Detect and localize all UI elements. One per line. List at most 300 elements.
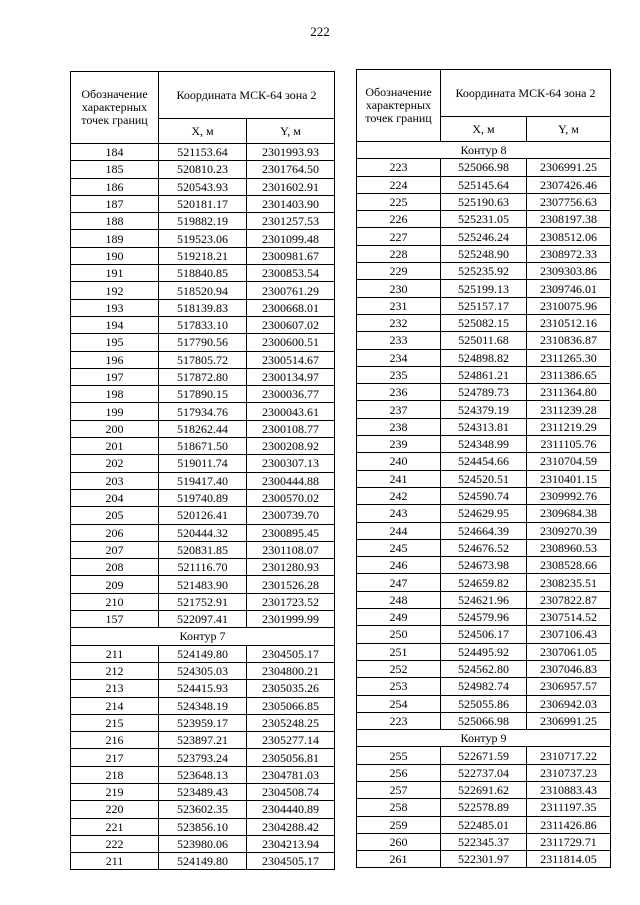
y-coordinate-cell: 2304505.17 xyxy=(247,645,335,662)
point-id-cell: 210 xyxy=(71,593,159,610)
point-id-cell: 211 xyxy=(71,645,159,662)
x-coordinate-cell: 522301.97 xyxy=(441,851,527,868)
table-row xyxy=(71,334,335,351)
x-coordinate-cell: 525145.64 xyxy=(441,176,527,193)
x-coordinate-cell: 524305.03 xyxy=(159,662,247,679)
point-id-cell: 260 xyxy=(357,833,441,850)
table-body-left xyxy=(71,144,335,870)
point-id-cell: 253 xyxy=(357,678,441,695)
table-row xyxy=(357,643,611,660)
table-row xyxy=(71,818,335,835)
y-coordinate-cell: 2310075.96 xyxy=(527,297,611,314)
point-id-cell: 195 xyxy=(71,334,159,351)
header-y-label: Y, м xyxy=(527,117,611,142)
section-title: Контур 8 xyxy=(357,142,611,159)
coordinates-table-left xyxy=(70,71,335,870)
table-row xyxy=(71,732,335,749)
table-row xyxy=(357,539,611,556)
table-row xyxy=(357,159,611,176)
y-coordinate-cell: 2305035.26 xyxy=(247,680,335,697)
x-coordinate-cell: 521116.70 xyxy=(159,559,247,576)
x-coordinate-cell: 525055.86 xyxy=(441,695,527,712)
x-coordinate-cell: 520831.85 xyxy=(159,541,247,558)
y-coordinate-cell: 2310512.16 xyxy=(527,314,611,331)
table-row xyxy=(71,420,335,437)
point-id-cell: 258 xyxy=(357,799,441,816)
header-coord-label: Координата МСК-64 зона 2 xyxy=(159,72,335,119)
y-coordinate-cell: 2300514.67 xyxy=(247,351,335,368)
x-coordinate-cell: 525235.92 xyxy=(441,263,527,280)
table-row xyxy=(357,574,611,591)
x-coordinate-cell: 523959.17 xyxy=(159,714,247,731)
x-coordinate-cell: 517805.72 xyxy=(159,351,247,368)
y-coordinate-cell: 2311814.05 xyxy=(527,851,611,868)
header-point-label: Обозначение характерных точек границ xyxy=(357,70,441,142)
table-row xyxy=(357,314,611,331)
x-coordinate-cell: 524629.95 xyxy=(441,505,527,522)
table-row xyxy=(357,280,611,297)
table-row xyxy=(71,213,335,230)
y-coordinate-cell: 2301764.50 xyxy=(247,161,335,178)
x-coordinate-cell: 520543.93 xyxy=(159,178,247,195)
point-id-cell: 240 xyxy=(357,453,441,470)
y-coordinate-cell: 2301403.90 xyxy=(247,195,335,212)
point-id-cell: 186 xyxy=(71,178,159,195)
point-id-cell: 209 xyxy=(71,576,159,593)
point-id-cell: 250 xyxy=(357,626,441,643)
point-id-cell: 157 xyxy=(71,611,159,628)
point-id-cell: 259 xyxy=(357,816,441,833)
x-coordinate-cell: 524495.92 xyxy=(441,643,527,660)
table-row xyxy=(357,384,611,401)
point-id-cell: 222 xyxy=(71,835,159,852)
table-row xyxy=(357,245,611,262)
x-coordinate-cell: 524659.82 xyxy=(441,574,527,591)
y-coordinate-cell: 2310704.59 xyxy=(527,453,611,470)
x-coordinate-cell: 523897.21 xyxy=(159,732,247,749)
point-id-cell: 206 xyxy=(71,524,159,541)
y-coordinate-cell: 2301723.52 xyxy=(247,593,335,610)
y-coordinate-cell: 2311105.76 xyxy=(527,436,611,453)
x-coordinate-cell: 522097.41 xyxy=(159,611,247,628)
x-coordinate-cell: 525011.68 xyxy=(441,332,527,349)
y-coordinate-cell: 2310717.22 xyxy=(527,747,611,764)
y-coordinate-cell: 2307061.05 xyxy=(527,643,611,660)
x-coordinate-cell: 520181.17 xyxy=(159,195,247,212)
y-coordinate-cell: 2308512.06 xyxy=(527,228,611,245)
y-coordinate-cell: 2311239.28 xyxy=(527,401,611,418)
x-coordinate-cell: 524789.73 xyxy=(441,384,527,401)
point-id-cell: 204 xyxy=(71,489,159,506)
table-row xyxy=(357,833,611,850)
table-row xyxy=(71,714,335,731)
y-coordinate-cell: 2304781.03 xyxy=(247,766,335,783)
x-coordinate-cell: 525231.05 xyxy=(441,211,527,228)
table-row xyxy=(357,349,611,366)
y-coordinate-cell: 2311265.30 xyxy=(527,349,611,366)
x-coordinate-cell: 525066.98 xyxy=(441,712,527,729)
table-row xyxy=(71,282,335,299)
point-id-cell: 235 xyxy=(357,366,441,383)
y-coordinate-cell: 2307822.87 xyxy=(527,591,611,608)
y-coordinate-cell: 2300895.45 xyxy=(247,524,335,541)
x-coordinate-cell: 524621.96 xyxy=(441,591,527,608)
x-coordinate-cell: 524676.52 xyxy=(441,539,527,556)
table-row xyxy=(71,368,335,385)
y-coordinate-cell: 2304288.42 xyxy=(247,818,335,835)
x-coordinate-cell: 524861.21 xyxy=(441,366,527,383)
y-coordinate-cell: 2311197.35 xyxy=(527,799,611,816)
point-id-cell: 228 xyxy=(357,245,441,262)
x-coordinate-cell: 522485.01 xyxy=(441,816,527,833)
y-coordinate-cell: 2304213.94 xyxy=(247,835,335,852)
point-id-cell: 202 xyxy=(71,455,159,472)
y-coordinate-cell: 2308235.51 xyxy=(527,574,611,591)
x-coordinate-cell: 525246.24 xyxy=(441,228,527,245)
y-coordinate-cell: 2310737.23 xyxy=(527,764,611,781)
x-coordinate-cell: 525199.13 xyxy=(441,280,527,297)
x-coordinate-cell: 524520.51 xyxy=(441,470,527,487)
y-coordinate-cell: 2300761.29 xyxy=(247,282,335,299)
table-row xyxy=(357,228,611,245)
point-id-cell: 261 xyxy=(357,851,441,868)
x-coordinate-cell: 517934.76 xyxy=(159,403,247,420)
point-id-cell: 198 xyxy=(71,386,159,403)
table-row xyxy=(357,591,611,608)
y-coordinate-cell: 2300570.02 xyxy=(247,489,335,506)
point-id-cell: 187 xyxy=(71,195,159,212)
x-coordinate-cell: 517833.10 xyxy=(159,316,247,333)
y-coordinate-cell: 2308197.38 xyxy=(527,211,611,228)
y-coordinate-cell: 2305056.81 xyxy=(247,749,335,766)
point-id-cell: 217 xyxy=(71,749,159,766)
x-coordinate-cell: 524579.96 xyxy=(441,609,527,626)
y-coordinate-cell: 2304505.17 xyxy=(247,853,335,870)
x-coordinate-cell: 519417.40 xyxy=(159,472,247,489)
table-row xyxy=(357,401,611,418)
point-id-cell: 223 xyxy=(357,159,441,176)
table-row xyxy=(71,611,335,628)
y-coordinate-cell: 2301999.99 xyxy=(247,611,335,628)
x-coordinate-cell: 523489.43 xyxy=(159,783,247,800)
header-x-label: X, м xyxy=(159,119,247,144)
table-row xyxy=(71,161,335,178)
y-coordinate-cell: 2300739.70 xyxy=(247,507,335,524)
y-coordinate-cell: 2301099.48 xyxy=(247,230,335,247)
x-coordinate-cell: 524313.81 xyxy=(441,418,527,435)
point-id-cell: 193 xyxy=(71,299,159,316)
table-row xyxy=(357,418,611,435)
x-coordinate-cell: 523980.06 xyxy=(159,835,247,852)
table-row xyxy=(71,559,335,576)
y-coordinate-cell: 2300134.97 xyxy=(247,368,335,385)
y-coordinate-cell: 2301257.53 xyxy=(247,213,335,230)
y-coordinate-cell: 2300208.92 xyxy=(247,438,335,455)
table-row xyxy=(357,695,611,712)
table-row xyxy=(71,455,335,472)
x-coordinate-cell: 522578.89 xyxy=(441,799,527,816)
table-row xyxy=(357,522,611,539)
table-row xyxy=(357,799,611,816)
point-id-cell: 227 xyxy=(357,228,441,245)
y-coordinate-cell: 2300668.01 xyxy=(247,299,335,316)
section-row xyxy=(357,142,611,159)
table-row xyxy=(71,438,335,455)
y-coordinate-cell: 2300600.51 xyxy=(247,334,335,351)
y-coordinate-cell: 2301993.93 xyxy=(247,144,335,161)
point-id-cell: 216 xyxy=(71,732,159,749)
table-row xyxy=(71,195,335,212)
point-id-cell: 242 xyxy=(357,487,441,504)
x-coordinate-cell: 517890.15 xyxy=(159,386,247,403)
y-coordinate-cell: 2311364.80 xyxy=(527,384,611,401)
x-coordinate-cell: 519218.21 xyxy=(159,247,247,264)
section-title: Контур 7 xyxy=(71,628,335,645)
x-coordinate-cell: 524454.66 xyxy=(441,453,527,470)
point-id-cell: 225 xyxy=(357,193,441,210)
y-coordinate-cell: 2307426.46 xyxy=(527,176,611,193)
x-coordinate-cell: 524590.74 xyxy=(441,487,527,504)
point-id-cell: 184 xyxy=(71,144,159,161)
y-coordinate-cell: 2300607.02 xyxy=(247,316,335,333)
x-coordinate-cell: 525248.90 xyxy=(441,245,527,262)
point-id-cell: 230 xyxy=(357,280,441,297)
x-coordinate-cell: 522345.37 xyxy=(441,833,527,850)
point-id-cell: 218 xyxy=(71,766,159,783)
point-id-cell: 215 xyxy=(71,714,159,731)
table-row xyxy=(71,783,335,800)
table-row xyxy=(357,366,611,383)
table-row xyxy=(357,712,611,729)
point-id-cell: 233 xyxy=(357,332,441,349)
y-coordinate-cell: 2309992.76 xyxy=(527,487,611,504)
y-coordinate-cell: 2306942.03 xyxy=(527,695,611,712)
x-coordinate-cell: 520126.41 xyxy=(159,507,247,524)
point-id-cell: 185 xyxy=(71,161,159,178)
table-row xyxy=(71,230,335,247)
table-row xyxy=(71,507,335,524)
y-coordinate-cell: 2300036.77 xyxy=(247,386,335,403)
y-coordinate-cell: 2311386.65 xyxy=(527,366,611,383)
table-row xyxy=(71,472,335,489)
point-id-cell: 239 xyxy=(357,436,441,453)
x-coordinate-cell: 520810.23 xyxy=(159,161,247,178)
header-x-label: X, м xyxy=(441,117,527,142)
section-row xyxy=(357,730,611,747)
point-id-cell: 244 xyxy=(357,522,441,539)
point-id-cell: 203 xyxy=(71,472,159,489)
y-coordinate-cell: 2307756.63 xyxy=(527,193,611,210)
x-coordinate-cell: 517872.80 xyxy=(159,368,247,385)
point-id-cell: 189 xyxy=(71,230,159,247)
y-coordinate-cell: 2300853.54 xyxy=(247,265,335,282)
x-coordinate-cell: 519523.06 xyxy=(159,230,247,247)
table-row xyxy=(71,766,335,783)
x-coordinate-cell: 525082.15 xyxy=(441,314,527,331)
point-id-cell: 199 xyxy=(71,403,159,420)
table-row xyxy=(357,557,611,574)
x-coordinate-cell: 519882.19 xyxy=(159,213,247,230)
y-coordinate-cell: 2306991.25 xyxy=(527,712,611,729)
table-row xyxy=(71,524,335,541)
point-id-cell: 245 xyxy=(357,539,441,556)
table-row xyxy=(71,489,335,506)
y-coordinate-cell: 2309746.01 xyxy=(527,280,611,297)
table-row xyxy=(357,453,611,470)
table-row xyxy=(357,487,611,504)
y-coordinate-cell: 2301280.93 xyxy=(247,559,335,576)
table-row xyxy=(71,386,335,403)
point-id-cell: 200 xyxy=(71,420,159,437)
y-coordinate-cell: 2309270.39 xyxy=(527,522,611,539)
point-id-cell: 194 xyxy=(71,316,159,333)
point-id-cell: 226 xyxy=(357,211,441,228)
x-coordinate-cell: 525190.63 xyxy=(441,193,527,210)
x-coordinate-cell: 523648.13 xyxy=(159,766,247,783)
x-coordinate-cell: 520444.32 xyxy=(159,524,247,541)
x-coordinate-cell: 519011.74 xyxy=(159,455,247,472)
table-row xyxy=(357,436,611,453)
x-coordinate-cell: 523793.24 xyxy=(159,749,247,766)
table-row xyxy=(357,297,611,314)
point-id-cell: 232 xyxy=(357,314,441,331)
point-id-cell: 249 xyxy=(357,609,441,626)
table-row xyxy=(71,403,335,420)
table-row xyxy=(357,470,611,487)
table-row xyxy=(71,541,335,558)
table-row xyxy=(357,176,611,193)
table-row xyxy=(357,211,611,228)
point-id-cell: 188 xyxy=(71,213,159,230)
table-row xyxy=(357,764,611,781)
table-row xyxy=(71,178,335,195)
point-id-cell: 251 xyxy=(357,643,441,660)
point-id-cell: 246 xyxy=(357,557,441,574)
x-coordinate-cell: 524506.17 xyxy=(441,626,527,643)
x-coordinate-cell: 523602.35 xyxy=(159,801,247,818)
y-coordinate-cell: 2310836.87 xyxy=(527,332,611,349)
table-row xyxy=(71,247,335,264)
x-coordinate-cell: 518840.85 xyxy=(159,265,247,282)
table-row xyxy=(71,749,335,766)
y-coordinate-cell: 2311426.86 xyxy=(527,816,611,833)
x-coordinate-cell: 522737.04 xyxy=(441,764,527,781)
y-coordinate-cell: 2310883.43 xyxy=(527,781,611,798)
y-coordinate-cell: 2309684.38 xyxy=(527,505,611,522)
y-coordinate-cell: 2300108.77 xyxy=(247,420,335,437)
point-id-cell: 205 xyxy=(71,507,159,524)
point-id-cell: 254 xyxy=(357,695,441,712)
y-coordinate-cell: 2307106.43 xyxy=(527,626,611,643)
x-coordinate-cell: 524149.80 xyxy=(159,645,247,662)
point-id-cell: 255 xyxy=(357,747,441,764)
y-coordinate-cell: 2300307.13 xyxy=(247,455,335,472)
x-coordinate-cell: 518262.44 xyxy=(159,420,247,437)
point-id-cell: 214 xyxy=(71,697,159,714)
x-coordinate-cell: 524982.74 xyxy=(441,678,527,695)
table-row xyxy=(71,265,335,282)
x-coordinate-cell: 524149.80 xyxy=(159,853,247,870)
point-id-cell: 252 xyxy=(357,660,441,677)
y-coordinate-cell: 2305277.14 xyxy=(247,732,335,749)
y-coordinate-cell: 2311219.29 xyxy=(527,418,611,435)
header-y-label: Y, м xyxy=(247,119,335,144)
point-id-cell: 190 xyxy=(71,247,159,264)
point-id-cell: 234 xyxy=(357,349,441,366)
table-row xyxy=(357,609,611,626)
y-coordinate-cell: 2310401.15 xyxy=(527,470,611,487)
table-row xyxy=(71,680,335,697)
x-coordinate-cell: 524379.19 xyxy=(441,401,527,418)
y-coordinate-cell: 2304800.21 xyxy=(247,662,335,679)
point-id-cell: 221 xyxy=(71,818,159,835)
point-id-cell: 237 xyxy=(357,401,441,418)
x-coordinate-cell: 524664.39 xyxy=(441,522,527,539)
y-coordinate-cell: 2300043.61 xyxy=(247,403,335,420)
table-row xyxy=(357,332,611,349)
point-id-cell: 211 xyxy=(71,853,159,870)
header-point-label: Обозначение характерных точек границ xyxy=(71,72,159,144)
table-row xyxy=(71,645,335,662)
point-id-cell: 248 xyxy=(357,591,441,608)
y-coordinate-cell: 2309303.86 xyxy=(527,263,611,280)
x-coordinate-cell: 524415.93 xyxy=(159,680,247,697)
y-coordinate-cell: 2304440.89 xyxy=(247,801,335,818)
point-id-cell: 224 xyxy=(357,176,441,193)
x-coordinate-cell: 524348.99 xyxy=(441,436,527,453)
x-coordinate-cell: 524348.19 xyxy=(159,697,247,714)
point-id-cell: 212 xyxy=(71,662,159,679)
point-id-cell: 243 xyxy=(357,505,441,522)
point-id-cell: 256 xyxy=(357,764,441,781)
point-id-cell: 191 xyxy=(71,265,159,282)
y-coordinate-cell: 2306991.25 xyxy=(527,159,611,176)
coordinates-table-right xyxy=(356,69,611,868)
table-row xyxy=(71,316,335,333)
y-coordinate-cell: 2301602.91 xyxy=(247,178,335,195)
x-coordinate-cell: 524898.82 xyxy=(441,349,527,366)
x-coordinate-cell: 525066.98 xyxy=(441,159,527,176)
x-coordinate-cell: 522691.62 xyxy=(441,781,527,798)
y-coordinate-cell: 2306957.57 xyxy=(527,678,611,695)
point-id-cell: 241 xyxy=(357,470,441,487)
point-id-cell: 213 xyxy=(71,680,159,697)
table-row xyxy=(71,299,335,316)
y-coordinate-cell: 2307046.83 xyxy=(527,660,611,677)
table-row xyxy=(357,660,611,677)
y-coordinate-cell: 2305066.85 xyxy=(247,697,335,714)
x-coordinate-cell: 521752.91 xyxy=(159,593,247,610)
y-coordinate-cell: 2304508.74 xyxy=(247,783,335,800)
x-coordinate-cell: 518520.94 xyxy=(159,282,247,299)
point-id-cell: 238 xyxy=(357,418,441,435)
table-row xyxy=(71,576,335,593)
y-coordinate-cell: 2308972.33 xyxy=(527,245,611,262)
table-row xyxy=(71,662,335,679)
y-coordinate-cell: 2301108.07 xyxy=(247,541,335,558)
x-coordinate-cell: 518671.50 xyxy=(159,438,247,455)
y-coordinate-cell: 2300981.67 xyxy=(247,247,335,264)
y-coordinate-cell: 2305248.25 xyxy=(247,714,335,731)
x-coordinate-cell: 523856.10 xyxy=(159,818,247,835)
y-coordinate-cell: 2308960.53 xyxy=(527,539,611,556)
y-coordinate-cell: 2308528.66 xyxy=(527,557,611,574)
point-id-cell: 231 xyxy=(357,297,441,314)
table-row xyxy=(357,505,611,522)
table-row xyxy=(71,351,335,368)
x-coordinate-cell: 521483.90 xyxy=(159,576,247,593)
point-id-cell: 208 xyxy=(71,559,159,576)
